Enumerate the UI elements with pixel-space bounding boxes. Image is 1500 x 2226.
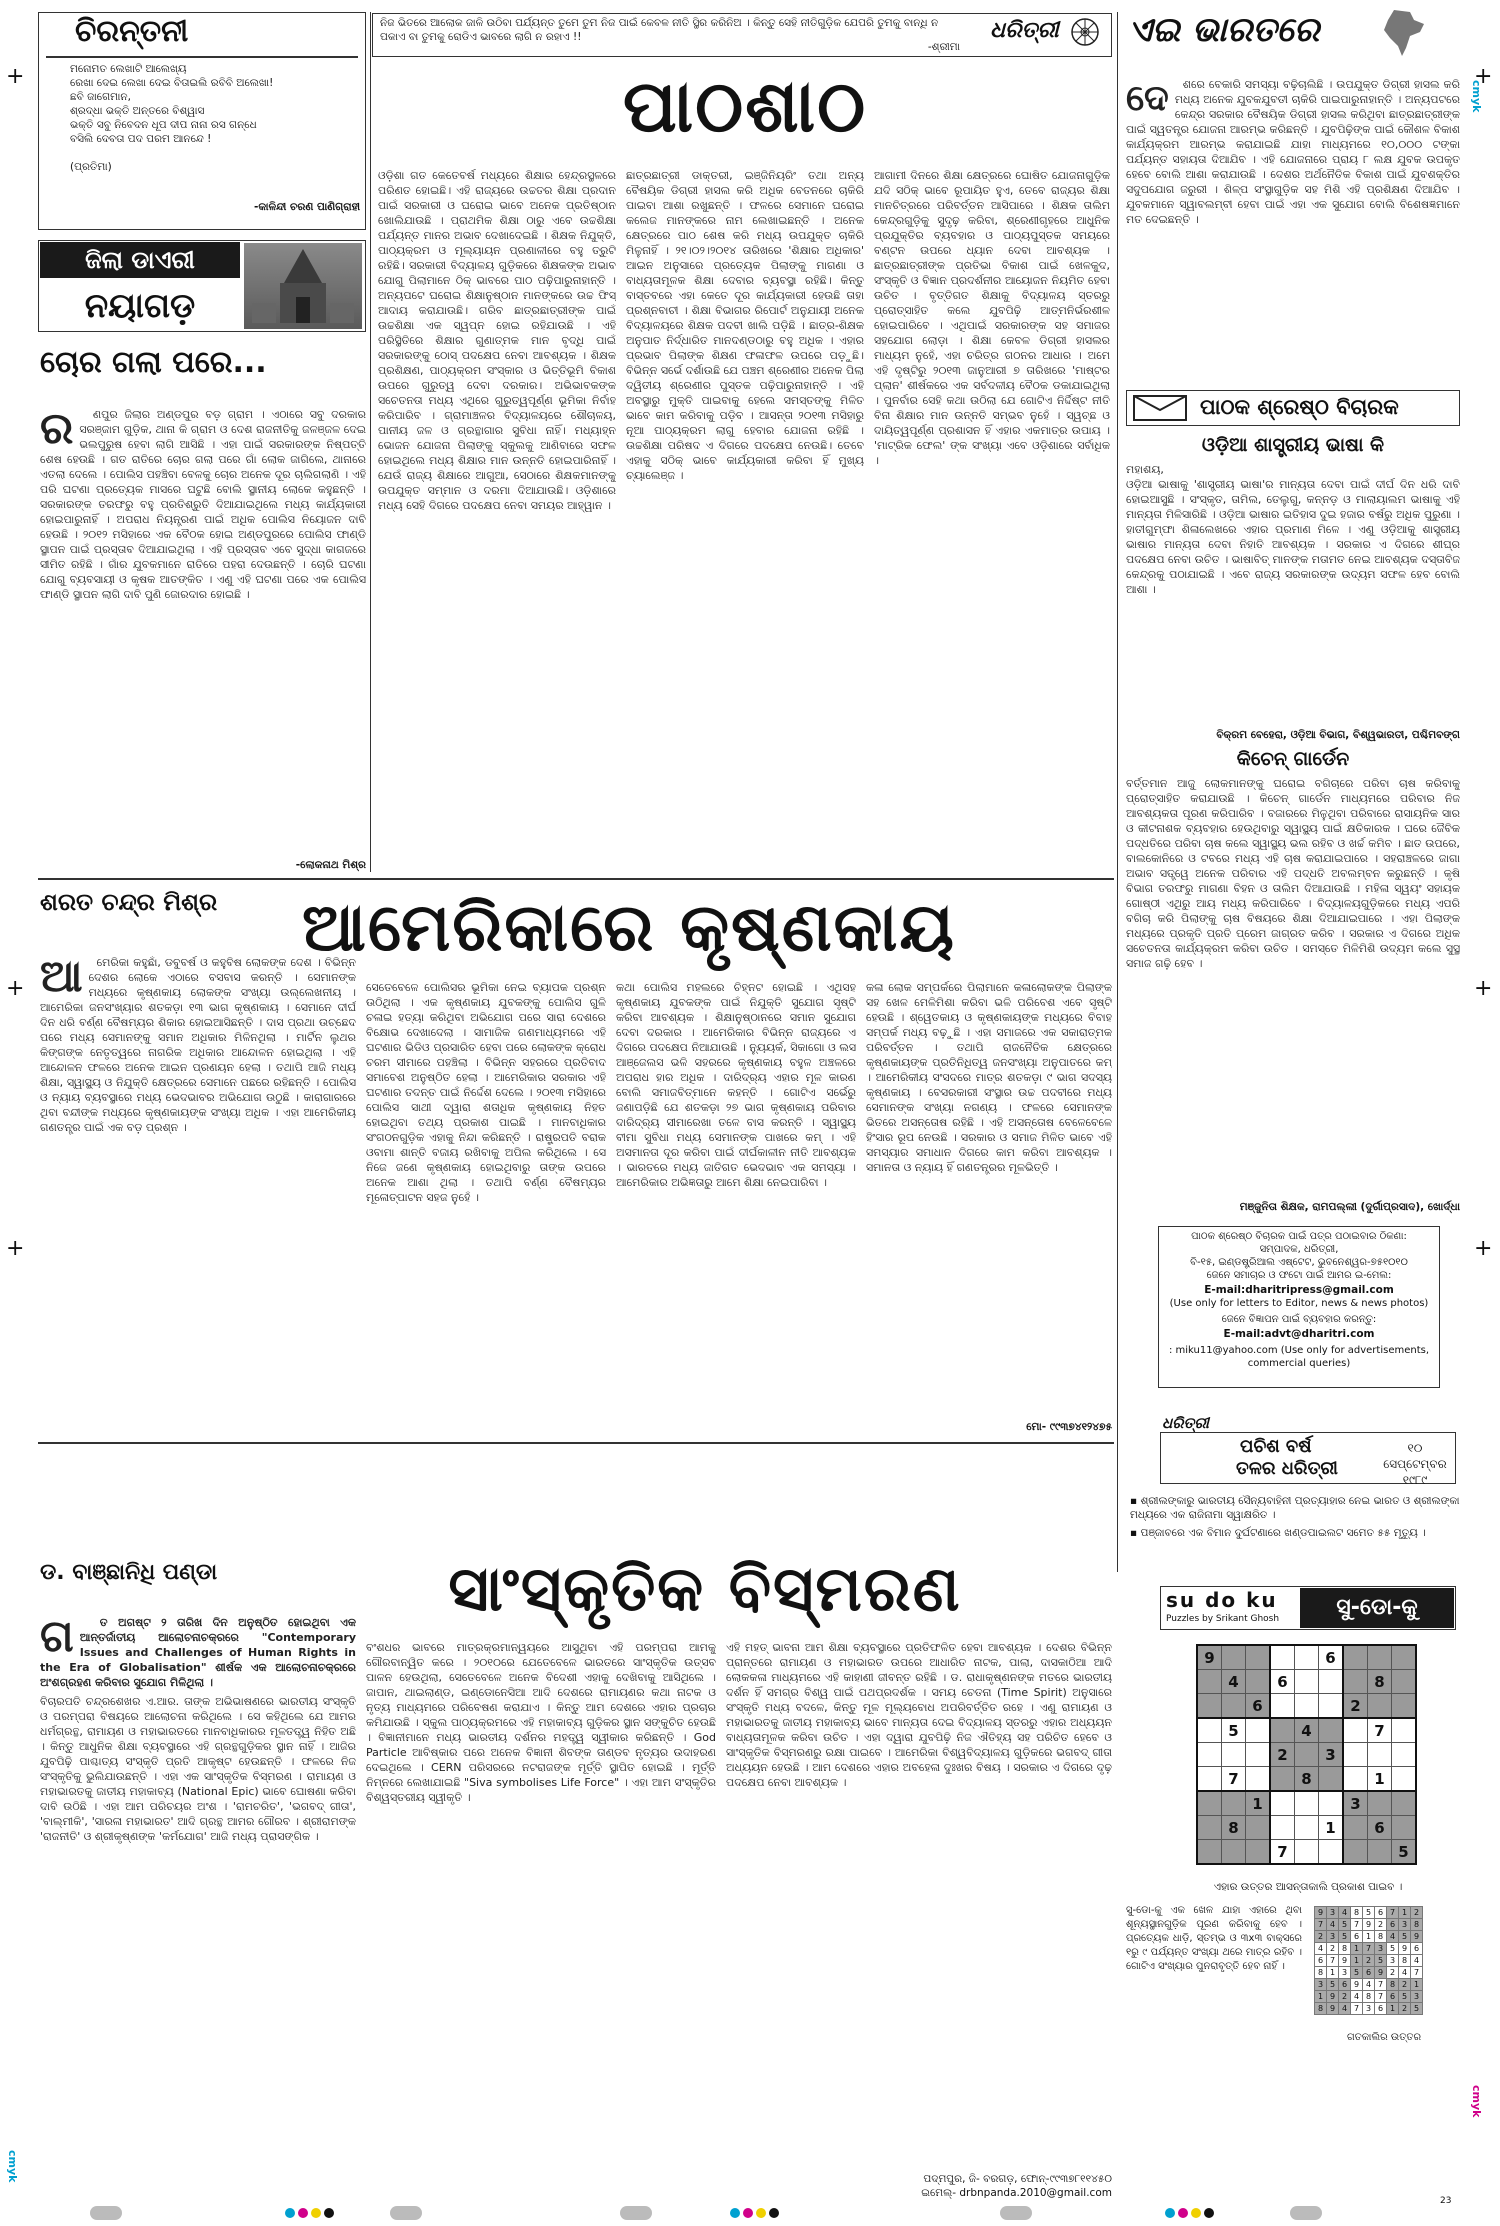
previous-sudoku-cell: 4 [1327, 1919, 1339, 1931]
sudoku-cell[interactable] [1197, 1816, 1222, 1840]
sudoku-cell: 5 [1392, 1840, 1417, 1865]
previous-sudoku-cell: 3 [1363, 2003, 1375, 2015]
pathashala-headline: ପାଠଶାଠ [622, 64, 868, 148]
sanskritik-col1: ବିଚାରପତି ଚନ୍ଦ୍ରଶେଖର ଏ.ଆର. ତାଙ୍କ ଅଭିଭାଷଣରେ ଭାରତୀୟ ସଂସ୍କୃତି ଓ ପରମ୍ପରା ବିଷୟରେ ଆଲୋଚନା କରିଥିଲେ । ସେ କହିଥିଲେ ଯେ ଆମର ଧର୍ମଗ୍ରନ୍ଥ, ରାମାୟଣ ଓ ମହାଭାରତରେ ମାନବାଧିକାରର ମୂଳତତ୍ତ୍ୱ ନିହିତ ଅଛି । କିନ୍ତୁ ଆଧୁନିକ ଶିକ୍ଷା ବ୍ୟବସ୍ଥାରେ ଏହି ଗ୍ରନ୍ଥଗୁଡ଼ିକର ସ୍ଥାନ ନାହିଁ । ଆଜିର ଯୁବପିଢ଼ି ପାଶ୍ଚାତ୍ୟ ସଂସ୍କୃତି ପ୍ରତି ଆକୃଷ୍ଟ ହେଉଛନ୍ତି । ଫଳରେ ନିଜ ସଂସ୍କୃତିକୁ ଭୁଲିଯାଉଛନ୍ତି । ଏହା ଏକ ସାଂସ୍କୃତିକ ବିସ୍ମରଣ । ରାମାୟଣ ଓ ମହାଭାରତକୁ ଜାତୀୟ ମହାକାବ୍ୟ (National Epic) ଭାବେ ଘୋଷଣା କରିବା ଦାବି ଉଠିଛି । ଏହା ଆମ ପରିଚୟର ଅଂଶ । 'ରାମଚରିତ', 'ଭଗବଦ୍ ଗୀତା', 'ବାଲ୍ମୀକି', 'ସାରଳା ମହାଭାରତ' ଆଦି ଗ୍ରନ୍ଥ ଆମର ଗୌରବ । ଶ୍ରୀରାମଙ୍କ 'ରାଜନୀତି' ଓ ଶ୍ରୀକୃଷ୍ଣଙ୍କ 'କର୍ମଯୋଗ' ଆଜି ମଧ୍ୟ ପ୍ରାସଙ୍ଗିକ । [40, 1695, 356, 1843]
sudoku-cell: 1 [1246, 1791, 1271, 1816]
sudoku-cell[interactable] [1295, 1694, 1319, 1719]
previous-sudoku-cell: 3 [1339, 1967, 1351, 1979]
sudoku-row [1197, 1743, 1416, 1767]
sudoku-row [1197, 1791, 1416, 1816]
sudoku-cell[interactable] [1319, 1694, 1344, 1719]
sudoku-cell[interactable] [1343, 1816, 1368, 1840]
sudoku-row [1315, 1991, 1423, 2003]
previous-sudoku-cell: 4 [1363, 1979, 1375, 1991]
sudoku-cell[interactable] [1319, 1767, 1344, 1792]
color-dot-c2 [730, 2208, 740, 2218]
previous-sudoku-cell: 7 [1327, 1955, 1339, 1967]
lower-horizontal-rule [38, 1442, 1114, 1444]
sudoku-cell[interactable] [1197, 1791, 1222, 1816]
letter2-author: ମଞ୍ଜୁନିତା ଶିକ୍ଷକ, ରାମପଲ୍ଲୀ (ଦୁର୍ଗାପ୍ରସାଦ), ଖୋର୍ଦ୍ଧା [1239, 1201, 1460, 1213]
previous-sudoku-cell: 9 [1363, 1919, 1375, 1931]
header-quote-text: ନିଜ ଭିତରେ ଆଲୋକ ଜାଳି ଉଠିବା ପର୍ଯ୍ୟନ୍ତ ତୁମେ ତୁମ ନିଜ ପାଇଁ କେବଳ ନୀତି ସ୍ଥିର କରିନିଅ । କିନ୍ତୁ ସେହି ନୀତିଗୁଡ଼ିକ ଯେପରି ତୁମକୁ ବାନ୍ଧି ନ ପକାଏ ବା ତୁମକୁ ରୋଡିଏ ଭାବରେ ଲାଗି ନ ରହାଏ !! [380, 17, 939, 43]
previous-sudoku-cell: 6 [1339, 1979, 1351, 1991]
previous-sudoku-cell: 7 [1375, 1991, 1387, 2003]
sudoku-cell[interactable] [1246, 1645, 1271, 1670]
previous-sudoku-cell: 7 [1315, 1919, 1327, 1931]
sudoku-cell[interactable] [1222, 1645, 1246, 1670]
sudoku-cell: 2 [1270, 1743, 1295, 1767]
sudoku-cell[interactable] [1392, 1718, 1417, 1743]
previous-sudoku-cell: 3 [1399, 1919, 1411, 1931]
sudoku-cell: 3 [1343, 1791, 1368, 1816]
right-col-divider [1117, 12, 1118, 1572]
sudoku-cell[interactable] [1246, 1767, 1271, 1792]
color-dot-y2 [756, 2208, 766, 2218]
sudoku-title: su do ku [1166, 1588, 1278, 1612]
cmyk-c3: cmyk [6, 2150, 19, 2183]
header-quote-author: -ଶ୍ରୀମା [927, 41, 960, 53]
chirantani-title: ଚିରନ୍ତନୀ [75, 14, 189, 49]
previous-sudoku-cell: 3 [1411, 1991, 1423, 2003]
punch-hole-3 [620, 2206, 652, 2220]
district-diary-headline: ଚୋର ଗଲା ପରେ... [40, 345, 267, 380]
america-col4: କଳା ଲୋକ ସମ୍ପର୍କରେ ପିଲାମାନେ କଳାଲୋକଙ୍କ ପିଲାଙ୍କ ସହ ଖେଳ ମେଳିମିଶା କରିବା ଭଳି ପରିବେଶ ଏବେ ସୃଷ୍ଟି ହେଉଛି । ଶ୍ୱେତକାୟ ଓ କୃଷ୍ଣକାୟଙ୍କ ମଧ୍ୟରେ ବିବାହ ସମ୍ପର୍କ ମଧ୍ୟ ବଢ଼ୁଛି । ଏହା ସମାଜରେ ଏକ ସକାରାତ୍ମକ ପରିବର୍ତ୍ତନ । ତଥାପି ରାଜନୈତିକ କ୍ଷେତ୍ରରେ କୃଷ୍ଣକାୟଙ୍କ ପ୍ରତିନିଧିତ୍ୱ ଜନସଂଖ୍ୟା ଅନୁପାତରେ କମ୍ । ଆମେରିକୀୟ ସଂସଦରେ ମାତ୍ର ଶତକଡ଼ା ୯ ଭାଗ ସଦସ୍ୟ କୃଷ୍ଣକାୟ । ବେସରକାରୀ ସଂସ୍ଥାର ଉଚ୍ଚ ପଦବୀରେ ମଧ୍ୟ ସେମାନଙ୍କ ସଂଖ୍ୟା ନଗଣ୍ୟ । ଫଳରେ ସେମାନଙ୍କ ଭିତରେ ଅସନ୍ତୋଷ ରହିଛି । ଏହି ଅସନ୍ତୋଷ ବେଳେବେଳେ ହିଂସାର ରୂପ ନେଉଛି । ସରକାର ଓ ସମାଜ ମିଳିତ ଭାବେ ଏହି ସମସ୍ୟାର ସମାଧାନ ଦିଗରେ କାମ କରିବା ଆବଶ୍ୟକ । ସମାନତା ଓ ନ୍ୟାୟ ହିଁ ଗଣତନ୍ତ୍ରର ମୂଳଭିତ୍ତି । [866, 981, 1112, 1174]
sudoku-grid[interactable] [1196, 1644, 1417, 1865]
previous-sudoku-cell: 1 [1363, 1931, 1375, 1943]
color-dot-y1 [311, 2208, 321, 2218]
sudoku-cell: 8 [1295, 1767, 1319, 1792]
sudoku-cell[interactable] [1270, 1767, 1295, 1792]
pathashala-col3: ଆଗାମୀ ଦିନରେ ଶିକ୍ଷା କ୍ଷେତ୍ରରେ ଘୋଷିତ ଯୋଜନାଗୁଡ଼ିକ ଯଦି ସଠିକ୍ ଭାବେ ରୂପାୟିତ ହୁଏ, ତେବେ ରାଜ୍ୟର ଶିକ୍ଷା ମାନଚିତ୍ରରେ ପରିବର୍ତ୍ତନ ଆସିପାରେ । ଶିକ୍ଷକ ତାଲିମ କେନ୍ଦ୍ରଗୁଡ଼ିକୁ ସୁଦୃଢ଼ କରିବା, ଶ୍ରେଣୀଗୃହରେ ଆଧୁନିକ ପ୍ରଯୁକ୍ତିର ବ୍ୟବହାର ଓ ପାଠ୍ୟପୁସ୍ତକ ସମୟରେ ବଣ୍ଟନ ଉପରେ ଧ୍ୟାନ ଦେବା ଆବଶ୍ୟକ । ଛାତ୍ରଛାତ୍ରୀଙ୍କ ପ୍ରତିଭା ବିକାଶ ପାଇଁ ଖେଳକୁଦ, ସଂସ୍କୃତି ଓ ବିଜ୍ଞାନ ପ୍ରଦର୍ଶନୀର ଆୟୋଜନ ନିୟମିତ ହେବା ଉଚିତ । ବୃତ୍ତିଗତ ଶିକ୍ଷାକୁ ବିଦ୍ୟାଳୟ ସ୍ତରରୁ ପ୍ରୋତ୍ସାହିତ କଲେ ଯୁବପିଢ଼ି ଆତ୍ମନିର୍ଭରଶୀଳ ହୋଇପାରିବେ । ଏଥିପାଇଁ ସରକାରଙ୍କ ସହ ସମାଜର ସହଯୋଗ ଲୋଡ଼ା । ଶିକ୍ଷା କେବଳ ଡିଗ୍ରୀ ହାସଲର ମାଧ୍ୟମ ନୁହେଁ, ଏହା ଚରିତ୍ର ଗଠନର ଆଧାର । ଅମେ ଏହି ଦୃଷ୍ଟିରୁ ୨୦୧୩ ଜାନୁଆରୀ ୭ ତାରିଖରେ 'ମାଷ୍ଟର ପ୍ଲାନ' ଶୀର୍ଷକରେ ଏକ ସର୍ବଦଳୀୟ ବୈଠକ ଡକାଯାଇଥିଲା । ପୁନର୍ବାର ସେହି କଥା ଉଠିଲା ଯେ ଗୋଟିଏ ନିର୍ଦ୍ଦିଷ୍ଟ ନୀତି ବିନା ଶିକ୍ଷାର ମାନ ଉନ୍ନତି ସମ୍ଭବ ନୁହେଁ । ସ୍ୱଚ୍ଛ ଓ ଦାୟିତ୍ୱପୂର୍ଣ୍ଣ ପ୍ରଶାସନ ହିଁ ଏହାର ଏକମାତ୍ର ଉପାୟ । 'ମାଟ୍ରିକ ଫେଲ' ଙ୍କ ସଂଖ୍ୟା ଏବେ ଓଡ଼ିଶାରେ ସର୍ବାଧିକ । [874, 169, 1110, 467]
previous-sudoku-cell: 1 [1387, 2003, 1399, 2015]
previous-sudoku-cell: 5 [1363, 1907, 1375, 1919]
sudoku-rules: ସୁ-ଡୋ-କୁ ଏକ ଖେଳ ଯାହା ଏହାରେ ଥିବା ଶୂନ୍ୟସ୍ଥାନଗୁଡ଼ିକ ପୂରଣ କରିବାକୁ ହେବ । ପ୍ରତ୍ୟେକ ଧାଡ଼ି, ସ୍ତମ୍ଭ ଓ ୩x୩ ବାକ୍ସରେ ୧ରୁ ୯ ପର୍ଯ୍ୟନ୍ତ ସଂଖ୍ୟା ଥରେ ମାତ୍ର ରହିବ । ଗୋଟିଏ ସଂଖ୍ୟାର ପୁନରାବୃତ୍ତି ହେବ ନାହିଁ । [1126, 1905, 1302, 1972]
cmyk-mark-left-bottom [6, 2150, 19, 2182]
sudoku-cell[interactable] [1319, 1670, 1344, 1694]
previous-sudoku-cell: 2 [1411, 1907, 1423, 1919]
sudoku-cell: 7 [1368, 1718, 1392, 1743]
sudoku-cell[interactable] [1343, 1718, 1368, 1743]
previous-sudoku-cell: 5 [1399, 1931, 1411, 1943]
punch-hole-1 [90, 2206, 122, 2220]
sudoku-cell: 6 [1270, 1670, 1295, 1694]
cmyk-mark-right-top [1470, 80, 1483, 112]
previous-sudoku-cell: 1 [1411, 1979, 1423, 1991]
previous-sudoku-cell: 7 [1411, 1967, 1423, 1979]
twenty-five-years-item2-text: ପଞ୍ଜାବରେ ଏକ ବିମାନ ଦୁର୍ଘଟଣାରେ ଖଣ୍ଡପାଇଲଟ ସମେତ ୫୫ ମୃତ୍ୟୁ । [1140, 1527, 1426, 1539]
sudoku-prev-label: ଗତକାଲିର ଉତ୍ତର [1346, 2032, 1422, 2043]
contact-email2: E-mail:advt@dharitri.com [1223, 1328, 1375, 1340]
previous-sudoku-cell: 8 [1375, 1931, 1387, 1943]
sudoku-cell: 7 [1222, 1767, 1246, 1792]
twenty-five-years-label2: ତଳର ଧରିତ୍ରୀ [1236, 1458, 1338, 1479]
cmyk-c2: cmyk [1470, 2085, 1483, 2118]
reader-letters-title: ପାଠକ ଶ୍ରେଷ୍ଠ ବିଚାରକ [1200, 395, 1399, 419]
previous-sudoku-cell: 6 [1387, 1991, 1399, 2003]
pathashala-col2: ଛାତ୍ରଛାତ୍ରୀ ଡାକ୍ତରୀ, ଇଞ୍ଜିନିୟରିଂ ତଥା ଅନ୍ୟ ବୈଷୟିକ ଡିଗ୍ରୀ ହାସଲ କରି ଅଧିକ ବେତନରେ ଚାକିରି ପାଇବା ଆଶା ରଖୁଛନ୍ତି । ଫଳରେ ସେମାନେ ଘରୋଇ କଲେଜ ମାନଙ୍କରେ ନାମ ଲେଖାଇଛନ୍ତି । ଅନେକ କ୍ଷେତ୍ରରେ ପାଠ ଶେଷ କରି ମଧ୍ୟ ଉପଯୁକ୍ତ ଚାକିରି ମିଳୁନାହିଁ । ୨୧।୦୨।୨୦୧୪ ତାରିଖରେ 'ଶିକ୍ଷାର ଅଧିକାର' ଆଇନ ଅନୁସାରେ ପ୍ରତ୍ୟେକ ପିଲାଙ୍କୁ ମାଗଣା ଓ ବାଧ୍ୟତାମୂଳକ ଶିକ୍ଷା ଦେବାର ବ୍ୟବସ୍ଥା ରହିଛି। କିନ୍ତୁ ବାସ୍ତବରେ ଏହା କେତେ ଦୂର କାର୍ଯ୍ୟକାରୀ ହେଉଛି ତାହା ପ୍ରଶ୍ନବାଚୀ । ଶିକ୍ଷା ବିଭାଗର ରିପୋର୍ଟ ଅନୁଯାୟୀ ଅନେକ ବିଦ୍ୟାଳୟରେ ଶିକ୍ଷକ ପଦବୀ ଖାଲି ପଡ଼ିଛି । ଛାତ୍ର-ଶିକ୍ଷକ ଅନୁପାତ ନିର୍ଦ୍ଧାରିତ ମାନଦଣ୍ଡଠାରୁ ବହୁ ଅଧିକ । ଏହାର ପ୍ରଭାବ ପିଲାଙ୍କ ଶିକ୍ଷଣ ଫଳାଫଳ ଉପରେ ପଡ଼ୁଛି। ବିଭିନ୍ନ ସର୍ଭେ ଦର୍ଶାଉଛି ଯେ ପଞ୍ଚମ ଶ୍ରେଣୀର ଅନେକ ପିଲା ଦ୍ୱିତୀୟ ଶ୍ରେଣୀର ପୁସ୍ତକ ପଢ଼ିପାରୁନାହାନ୍ତି । ଏହି ଅବସ୍ଥାରୁ ମୁକ୍ତି ପାଇବାକୁ ହେଲେ ସମସ୍ତଙ୍କୁ ମିଳିତ ଭାବେ କାମ କରିବାକୁ ପଡ଼ିବ । ଆସନ୍ତା ୨୦୧୩ ମସିହାରୁ ନୂଆ ପାଠ୍ୟକ୍ରମ ଲାଗୁ ହେବାର ଯୋଜନା ରହିଛି । ଉଚ୍ଚଶିକ୍ଷା ପରିଷଦ ଏ ଦିଗରେ ପଦକ୍ଷେପ ନେଉଛି। ତେବେ ଏହାକୁ ସଠିକ୍ ଭାବେ କାର୍ଯ୍ୟକାରୀ କରିବା ହିଁ ମୁଖ୍ୟ ଚ୍ୟାଲେଞ୍ଜ । [626, 169, 864, 482]
sudoku-row [1197, 1670, 1416, 1694]
previous-sudoku-cell: 3 [1375, 1943, 1387, 1955]
america-col3: କଥା ପୋଲିସ ମହଲରେ ଚିହ୍ନଟ ହୋଇଛି । ଏଥିସହ କୃଷ୍ଣକାୟ ଯୁବକଙ୍କ ପାଇଁ ନିଯୁକ୍ତି ସୁଯୋଗ ସୃଷ୍ଟି କରିବା ଆବଶ୍ୟକ । ଶିକ୍ଷାନୁଷ୍ଠାନରେ ସମାନ ସୁଯୋଗ ଦେବା ଦରକାର । ଆମେରିକାର ବିଭିନ୍ନ ରାଜ୍ୟରେ ଏ ଦିଗରେ ପଦକ୍ଷେପ ନିଆଯାଉଛି । ନ୍ୟୁୟର୍କ, ସିକାଗୋ ଓ ଲସ ଆଞ୍ଜେଲସ ଭଳି ସହରରେ କୃଷ୍ଣକାୟ ବହୁଳ ଅଞ୍ଚଳରେ ଅପରାଧ ହାର ଅଧିକ । ଦାରିଦ୍ର୍ୟ ଏହାର ମୂଳ କାରଣ ବୋଲି ସମାଜବିତ୍ମାନେ କହନ୍ତି । ଗୋଟିଏ ସର୍ଭେରୁ ଜଣାପଡ଼ିଛି ଯେ ଶତକଡ଼ା ୨୭ ଭାଗ କୃଷ୍ଣକାୟ ପରିବାର ଦାରିଦ୍ର୍ୟ ସୀମାରେଖା ତଳେ ବାସ କରନ୍ତି । ସ୍ୱାସ୍ଥ୍ୟ ବୀମା ସୁବିଧା ମଧ୍ୟ ସେମାନଙ୍କ ପାଖରେ କମ୍ । ଏହି ଅସମାନତା ଦୂର କରିବା ପାଇଁ ଦୀର୍ଘକାଳୀନ ନୀତି ଆବଶ୍ୟକ । ଭାରତରେ ମଧ୍ୟ ଜାତିଗତ ଭେଦଭାବ ଏକ ସମସ୍ୟା । ଆମେରିକାର ଅଭିଜ୍ଞତାରୁ ଆମେ ଶିକ୍ଷା ନେଇପାରିବା । [616, 981, 856, 1189]
sudoku-row [1315, 1943, 1423, 1955]
twenty-five-years-date: ୧୦ ସେପ୍ଟେମ୍ବର ୧୯୮୯ [1383, 1441, 1447, 1487]
previous-sudoku-cell: 4 [1387, 1931, 1399, 1943]
sudoku-cell[interactable] [1392, 1791, 1417, 1816]
sudoku-row [1315, 1955, 1423, 1967]
sudoku-cell: 8 [1368, 1670, 1392, 1694]
sudoku-cell[interactable] [1368, 1694, 1392, 1719]
masthead-logo: ଧରିତ୍ରୀ [990, 18, 1059, 43]
sudoku-cell[interactable] [1270, 1791, 1295, 1816]
sudoku-cell[interactable] [1392, 1694, 1417, 1719]
previous-sudoku-cell: 6 [1387, 1919, 1399, 1931]
sudoku-cell[interactable] [1197, 1670, 1222, 1694]
sudoku-cell: 1 [1368, 1767, 1392, 1792]
wheel-icon [1070, 17, 1100, 47]
letter1-author: ବିକ୍ରମ ବେହେରା, ଓଡ଼ିଆ ବିଭାଗ, ବିଶ୍ୱଭାରତୀ, ପଶ୍ଚିମବଙ୍ଗ [1216, 729, 1460, 741]
contact-email3: : miku11@yahoo.com (Use only for advertisements, commercial queries) [1168, 1345, 1430, 1369]
previous-sudoku-cell: 6 [1375, 2003, 1387, 2015]
sudoku-cell[interactable] [1295, 1670, 1319, 1694]
previous-sudoku-cell: 1 [1315, 1991, 1327, 2003]
sanskritik-author: ଡ. ବାଞ୍ଛାନିଧି ପଣ୍ଡା [40, 1560, 218, 1585]
sudoku-cell[interactable] [1319, 1840, 1344, 1865]
previous-sudoku-cell: 3 [1327, 1907, 1339, 1919]
punch-hole-2 [390, 2206, 422, 2220]
previous-sudoku-cell: 6 [1411, 1943, 1423, 1955]
color-dot-m1 [298, 2208, 308, 2218]
registration-mark-left-top: + [6, 64, 25, 89]
america-col1-text: ମେରିକା କହୁଛାଁ, ଡବୁବର୍ଷ ଓ କହୁବିଷ ଲୋକଙ୍କ ଦେଶ । ବିଭିନ୍ନ ଦେଶର ଲୋକେ ଏଠାରେ ବସବାସ କରନ୍ତି । ସେମାନଙ୍କ ମଧ୍ୟରେ କୃଷ୍ଣକାୟ ଲୋକଙ୍କ ସଂଖ୍ୟା ଉଲ୍ଲେଖନୀୟ । ଆମେରିକା ଜନସଂଖ୍ୟାର ଶତକଡ଼ା ୧୩ ଭାଗ କୃଷ୍ଣକାୟ । ସେମାନେ ଦୀର୍ଘ ଦିନ ଧରି ବର୍ଣ୍ଣ ବୈଷମ୍ୟର ଶିକାର ହୋଇଆସିଛନ୍ତି । ଦାସ ପ୍ରଥା ଉଚ୍ଛେଦ ପରେ ମଧ୍ୟ ସେମାନଙ୍କୁ ସମାନ ଅଧିକାର ମିଳିନଥିଲା । ମାର୍ଟିନ ଲୁଥର କିଙ୍ଗଙ୍କ ନେତୃତ୍ୱରେ ନାଗରିକ ଅଧିକାର ଆନ୍ଦୋଳନ ହୋଇଥିଲା । ଏହି ଆନ୍ଦୋଳନ ଫଳରେ ଅନେକ ଆଇନ ପ୍ରଣୟନ ହେଲା । ତଥାପି ଆଜି ମଧ୍ୟ ଶିକ୍ଷା, ସ୍ୱାସ୍ଥ୍ୟ ଓ ନିଯୁକ୍ତି କ୍ଷେତ୍ରରେ ସେମାନେ ପଛରେ ରହିଛନ୍ତି । ପୋଲିସ ଓ ନ୍ୟାୟ ବ୍ୟବସ୍ଥାରେ ମଧ୍ୟ ଭେଦଭାବର ଅଭିଯୋଗ ଉଠୁଛି । କାରାଗାରରେ ଥିବା ବନ୍ଦୀଙ୍କ ମଧ୍ୟରେ କୃଷ୍ଣକାୟଙ୍କ ସଂଖ୍ୟା ଅଧିକ । ଏହା ଆମେରିକୀୟ ଗଣତନ୍ତ୍ର ପାଇଁ ଏକ ବଡ଼ ପ୍ରଶ୍ନ । [40, 956, 356, 1134]
previous-sudoku-cell: 7 [1387, 1907, 1399, 1919]
sudoku-cell[interactable] [1392, 1767, 1417, 1792]
ei-bharatare-title: ଏଇ ଭାରତରେ [1128, 10, 1320, 50]
sanskritik-col2: ବଂଶଧର ଭାବରେ ମାତ୍ରକ୍ରମାନ୍ୱୟରେ ଆସୁଥିବା ଏହି ପରମ୍ପରା ଆମକୁ ଗୌରବାନ୍ୱିତ କରେ । ୨୦୧୦ରେ ଯେତେବେଳେ ଭାରତରେ ସାଂସ୍କୃତିକ ଉତ୍ସବ ପାଳନ ହେଉଥିଲା, ସେତେବେଳେ ଅନେକ ବିଦେଶୀ ଏହାକୁ ଦେଖିବାକୁ ଆସିଥିଲେ । ଜାପାନ, ଥାଇଲାଣ୍ଡ, ଇଣ୍ଡୋନେସିଆ ଆଦି ଦେଶରେ ରାମାୟଣର କଥା ନାଟକ ଓ ନୃତ୍ୟ ମାଧ୍ୟମରେ ପରିବେଷଣ କରାଯାଏ । କିନ୍ତୁ ଆମ ଦେଶରେ ଏହାର ପ୍ରଚାର କମିଯାଉଛି । ସ୍କୁଲ ପାଠ୍ୟକ୍ରମରେ ଏହି ମହାକାବ୍ୟ ଗୁଡ଼ିକର ସ୍ଥାନ ସଙ୍କୁଚିତ ହେଉଛି । ବିଜ୍ଞାନୀମାନେ ମଧ୍ୟ ଭାରତୀୟ ଦର୍ଶନର ମହତ୍ତ୍ୱ ସ୍ୱୀକାର କରିଛନ୍ତି । God Particle ଆବିଷ୍କାର ପରେ ଅନେକ ବିଜ୍ଞାନୀ ଶିବଙ୍କ ତାଣ୍ଡବ ନୃତ୍ୟର ଉଦାହରଣ ଦେଇଥିଲେ । CERN ପରିସରରେ ନଟରାଜଙ୍କ ମୂର୍ତ୍ତି ସ୍ଥାପିତ ହୋଇଛି । ମୂର୍ତ୍ତି ନିମ୍ନରେ ଲେଖାଯାଇଛି "Siva symbolises Life Force" । ଏହା ଆମ ସଂସ୍କୃତିର ବିଶ୍ୱସ୍ତରୀୟ ସ୍ୱୀକୃତି । [366, 1641, 716, 1804]
sudoku-cell[interactable] [1197, 1743, 1222, 1767]
previous-sudoku-cell: 5 [1411, 2003, 1423, 2015]
sudoku-cell[interactable] [1222, 1840, 1246, 1865]
previous-sudoku-cell: 3 [1315, 1979, 1327, 1991]
previous-sudoku-cell: 6 [1315, 1955, 1327, 1967]
previous-sudoku-cell: 8 [1315, 2003, 1327, 2015]
sudoku-subtitle: Puzzles by Srikant Ghosh [1166, 1614, 1280, 1624]
sudoku-row [1197, 1694, 1416, 1719]
previous-sudoku-cell: 9 [1375, 1967, 1387, 1979]
sudoku-cell[interactable] [1295, 1840, 1319, 1865]
district-diary-dropcap: ର [40, 403, 74, 454]
previous-sudoku-cell: 4 [1351, 1991, 1363, 2003]
sudoku-cell[interactable] [1392, 1743, 1417, 1767]
sudoku-cell: 4 [1222, 1670, 1246, 1694]
letter2-body: ବର୍ତ୍ତମାନ ଆଜୁ ଲୋକମାନଙ୍କୁ ଘରୋଇ ବଗିଚାରେ ପରିବା ଚାଷ କରିବାକୁ ପ୍ରୋତ୍ସାହିତ କରାଯାଉଛି । କିଚେନ୍ ଗାର୍ଡେନ ମାଧ୍ୟମରେ ପରିବାର ନିଜ ଆବଶ୍ୟକତା ପୂରଣ କରିପାରିବ । ବଜାରରେ ମିଳୁଥିବା ପରିବାରେ ରାସାୟନିକ ସାର ଓ କୀଟନାଶକ ବ୍ୟବହାର ହେଉଥିବାରୁ ସ୍ୱାସ୍ଥ୍ୟ ପାଇଁ କ୍ଷତିକାରକ । ଘରେ ଜୈବିକ ପଦ୍ଧତିରେ ପରିବା ଚାଷ କଲେ ସ୍ୱାସ୍ଥ୍ୟ ଭଲ ରହିବ ଓ ଖର୍ଚ୍ଚ କମିବ । ଛାତ ଉପରେ, ବାଲକୋନିରେ ଓ ଟବରେ ମଧ୍ୟ ଏହି ଚାଷ କରାଯାଇପାରେ । ସହରାଞ୍ଚଳରେ ଜାଗା ଅଭାବ ସତ୍ତ୍ୱେ ଅନେକ ପରିବାର ଏହି ପଦ୍ଧତି ଅବଲମ୍ବନ କରୁଛନ୍ତି । କୃଷି ବିଭାଗ ତରଫରୁ ମାଗଣା ବିହନ ଓ ତାଲିମ ଦିଆଯାଉଛି । ମହିଳା ସ୍ୱୟଂ ସହାୟକ ଗୋଷ୍ଠୀ ଏଥିରୁ ଆୟ ମଧ୍ୟ କରିପାରିବେ । ବିଦ୍ୟାଳୟଗୁଡ଼ିକରେ ମଧ୍ୟ ଏପରି ବଗିଚା କରି ପିଲାଙ୍କୁ ଚାଷ ବିଷୟରେ ଶିକ୍ଷା ଦିଆଯାଇପାରେ । ଏହା ପିଲାଙ୍କ ମଧ୍ୟରେ ପ୍ରକୃତି ପ୍ରତି ପ୍ରେମ ଜାଗ୍ରତ କରିବ । ସରକାର ଏ ଦିଗରେ ଅଧିକ ସଚେତନତା କାର୍ଯ୍ୟକ୍ରମ କରିବା ଉଚିତ । ସମସ୍ତେ ମିଳିମିଶି ଉଦ୍ୟମ କଲେ ସୁସ୍ଥ ସମାଜ ଗଢ଼ି ହେବ । [1126, 777, 1460, 970]
previous-sudoku-grid [1314, 1906, 1423, 2015]
previous-sudoku-cell: 8 [1411, 1919, 1423, 1931]
previous-sudoku-cell: 9 [1411, 1931, 1423, 1943]
registration-mark-right-low: + [1474, 1236, 1493, 1261]
sanskritik-intro-text: ତ ଅଗଷ୍ଟ ୨ ତାରିଖ ଦିନ ଅନୁଷ୍ଠିତ ହୋଇଥିବା ଏକ ଆନ୍ତର୍ଜାତୀୟ ଆଲୋଚନାଚକ୍ରରେ "Contemporary Issues and Challenges of Human Rights in the Era of Globalisation" ଶୀର୍ଷକ ଏକ ଆଲୋଚନାଚକ୍ରରେ ଅଂଶଗ୍ରହଣ କରିବାର ସୁଯୋଗ ମିଳିଥିଲା । [40, 1616, 356, 1689]
twenty-five-years-logo: ଧରିତ୍ରୀ [1162, 1414, 1209, 1432]
letter1-title: ଓଡ଼ିଆ ଶାସ୍ତ୍ରୀୟ ଭାଷା କି [1201, 434, 1385, 456]
sudoku-cell: 2 [1343, 1694, 1368, 1719]
america-headline: ଆମେରିକାରେ କୃଷ୍ଣକାୟ [302, 889, 956, 966]
chirantani-divider [46, 56, 358, 58]
color-dot-c3 [1165, 2208, 1175, 2218]
sudoku-cell: 3 [1319, 1743, 1344, 1767]
sudoku-cell[interactable] [1270, 1718, 1295, 1743]
sudoku-cell: 9 [1197, 1645, 1222, 1670]
left-col-divider [370, 12, 371, 872]
previous-sudoku-cell: 5 [1351, 1967, 1363, 1979]
previous-sudoku-cell: 9 [1351, 1979, 1363, 1991]
chirantani-poem: ମନୋମତ ଲେଖାଟି ଆଲେଖ୍ୟ ରେଖା ଦେଇ ଲେଖା ଦେଇ ବିତାଇଲି ରବିବି ଅଲେଖା! ଛବି ଜାଗେମାନ, ଶ୍ରଦ୍ଧା ଭକ୍ତି ଅନ୍ତରେ ବିଶ୍ୱାସ ଭକ୍ତି ସବୁ ନିବେଦନ ଧୂପ ଦୀପ ନାନା ରସ ଗନ୍ଧେ ବସିଲି ଦେବତା ପଦ ପରମ ଆନନ୍ଦେ ! (ପ୍ରତିମା) [70, 63, 274, 173]
sudoku-cell[interactable] [1270, 1694, 1295, 1719]
previous-sudoku-cell: 5 [1339, 1931, 1351, 1943]
sudoku-cell[interactable] [1222, 1694, 1246, 1719]
previous-sudoku-cell: 5 [1387, 1943, 1399, 1955]
previous-sudoku-cell: 9 [1339, 1955, 1351, 1967]
cmyk-mark-right-bottom [1470, 2085, 1483, 2117]
sudoku-row [1315, 1919, 1423, 1931]
color-dot-k1 [324, 2208, 334, 2218]
sudoku-cell[interactable] [1368, 1743, 1392, 1767]
previous-sudoku-cell: 3 [1327, 1931, 1339, 1943]
previous-sudoku-cell: 4 [1411, 1955, 1423, 1967]
district-diary-body [40, 392, 366, 852]
ei-bharatare-dropcap: ଦେ [1126, 78, 1169, 119]
sudoku-cell[interactable] [1295, 1645, 1319, 1670]
previous-sudoku-cell: 8 [1399, 1955, 1411, 1967]
previous-sudoku-cell: 7 [1351, 1919, 1363, 1931]
sudoku-cell[interactable] [1343, 1645, 1368, 1670]
sudoku-cell[interactable] [1270, 1645, 1295, 1670]
sudoku-cell[interactable] [1343, 1670, 1368, 1694]
registration-mark-right-top: + [1474, 64, 1493, 89]
previous-sudoku-cell: 5 [1339, 1919, 1351, 1931]
twenty-five-years-item1: ▪ ଶ୍ରୀଲଙ୍କାରୁ ଭାରତୀୟ ସୈନ୍ୟବାହିନୀ ପ୍ରତ୍ୟାହାର ନେଇ ଭାରତ ଓ ଶ୍ରୀଲଙ୍କା ମଧ୍ୟରେ ଏକ ରାଜିନାମା ସ୍ୱାକ୍ଷରିତ । [1130, 1495, 1460, 1521]
sudoku-cell[interactable] [1246, 1718, 1271, 1743]
sudoku-row [1197, 1767, 1416, 1792]
previous-sudoku-cell: 8 [1387, 1979, 1399, 1991]
previous-sudoku-cell: 3 [1387, 1955, 1399, 1967]
previous-sudoku-cell: 1 [1327, 1967, 1339, 1979]
registration-mark-left-mid: + [6, 976, 25, 1001]
previous-sudoku-cell: 4 [1315, 1943, 1327, 1955]
previous-sudoku-cell: 9 [1327, 1991, 1339, 2003]
sudoku-cell[interactable] [1197, 1767, 1222, 1792]
previous-sudoku-cell: 2 [1339, 1991, 1351, 2003]
district-diary-text: ଣପୁର ଜିଲାର ଅଣ୍ଡପୁର ବଡ଼ ଗ୍ରାମ । ଏଠାରେ ସବୁ ଦରକାର ସରଞ୍ଜାମ ଗୁଡ଼ିକ, ଥାନା କି ଗ୍ରାମ ଓ ଦେଶ ରାଜନୀତିକୁ ଜଳଞ୍ଜଳ ଦେଇ ଭଲପୁରୁଷ ହେବା ଲାଗି ଆସିଛି । ଏହା ପାଇଁ ସରକାରଙ୍କ ନିଷ୍ପତ୍ତି ଶେଷ ହେଉଛି । ଗତ ରାତିରେ ଚୋର ଗଲା ପରେ ଗାଁ ଲୋକ ଜାଗିଲେ, ଥାନାରେ ଏତଲା ଦେଲେ । ପୋଲିସ ପହଞ୍ଚିବା ବେଳକୁ ଚୋର ଅନେକ ଦୂର ଚାଲିଗଲାଣି । ଏହି ପରି ଘଟଣା ପ୍ରତ୍ୟେକ ମାସରେ ଘଟୁଛି ବୋଲି ସ୍ଥାନୀୟ ଲୋକେ କହୁଛନ୍ତି । ସରକାରଙ୍କ ତରଫରୁ ବହୁ ପ୍ରତିଶ୍ରୁତି ଦିଆଯାଇଥିଲେ ମଧ୍ୟ କାର୍ଯ୍ୟକାରୀ ହୋଇପାରୁନାହିଁ । ଅପରାଧ ନିୟନ୍ତ୍ରଣ ପାଇଁ ଅଧିକ ପୋଲିସ ନିୟୋଜନ ଦାବି ହେଉଛି । ୨୦୧୨ ମସିହାରେ ଏକ ବୈଠକ ହୋଇ ଅଣ୍ଡପୁରରେ ପୋଲିସ ଫାଣ୍ଡି ସ୍ଥାପନ ପାଇଁ ପ୍ରସ୍ତାବ ଦିଆଯାଇଥିଲା । ଏହି ପ୍ରସ୍ତାବ ଏବେ ସୁଦ୍ଧା କାଗଜରେ ସୀମିତ ରହିଛି । ଗାଁର ଯୁବକମାନେ ରାତିରେ ପହରା ଦେଉଛନ୍ତି । ଚୋରି ଘଟଣା ଯୋଗୁ ବ୍ୟବସାୟୀ ଓ କୃଷକ ଆତଙ୍କିତ । ଏଣୁ ଏହି ଘଟଣା ପରେ ଏକ ପୋଲିସ ଫାଣ୍ଡି ସ୍ଥାପନ ଲାଗି ଦାବି ପୁଣି ଜୋରଦାର ହୋଇଛି । [40, 408, 366, 601]
previous-sudoku-cell: 6 [1375, 1907, 1387, 1919]
previous-sudoku-cell: 8 [1339, 1943, 1351, 1955]
pathashala-col1: ଓଡ଼ିଶା ଗତ କେତେବର୍ଷ ମଧ୍ୟରେ ଶିକ୍ଷାର ହେନ୍ଦ୍ରସ୍ଥଳରେ ପରିଣତ ହୋଇଛି। ଏହି ରାଜ୍ୟରେ ଉଚ୍ଚତର ଶିକ୍ଷା ପ୍ରଦାନ ପାଇଁ ସରକାରୀ ଓ ଘରୋଇ ଭାବେ ଅନେକ ପ୍ରତିଷ୍ଠାନ ଖୋଲିଯାଉଛି । ପ୍ରାଥମିକ ଶିକ୍ଷା ଠାରୁ ଏବେ ଉଚ୍ଚଶିକ୍ଷା ପର୍ଯ୍ୟନ୍ତ ମାନର ଅଭାବ ଦେଖାଦେଇଛି । ଶିକ୍ଷକ ନିଯୁକ୍ତି, ପାଠ୍ୟକ୍ରମ ଓ ମୂଲ୍ୟାୟନ ପ୍ରଣାଳୀରେ ବହୁ ତ୍ରୁଟି ରହିଛି। ସରକାରୀ ବିଦ୍ୟାଳୟ ଗୁଡ଼ିକରେ ଶିକ୍ଷକଙ୍କ ଅଭାବ ଯୋଗୁ ପିଲାମାନେ ଠିକ୍ ଭାବରେ ପାଠ ପଢ଼ିପାରୁନାହାନ୍ତି । ଅନ୍ୟପଟେ ଘରୋଇ ଶିକ୍ଷାନୁଷ୍ଠାନ ମାନଙ୍କରେ ଉଚ୍ଚ ଫିସ୍ ଆଦାୟ କରାଯାଉଛି। ଗରିବ ଛାତ୍ରଛାତ୍ରୀଙ୍କ ପାଇଁ ଉଚ୍ଚଶିକ୍ଷା ଏକ ସ୍ୱପ୍ନ ହୋଇ ରହିଯାଉଛି । ଏହି ପରିସ୍ଥିତିରେ ଶିକ୍ଷାର ଗୁଣାତ୍ମକ ମାନ ବୃଦ୍ଧି ପାଇଁ ସରକାରଙ୍କୁ ଠୋସ୍ ପଦକ୍ଷେପ ନେବା ଆବଶ୍ୟକ । ଶିକ୍ଷକ ପ୍ରଶିକ୍ଷଣ, ପାଠ୍ୟକ୍ରମ ସଂସ୍କାର ଓ ଭିତ୍ତିଭୂମି ବିକାଶ ଉପରେ ଗୁରୁତ୍ୱ ଦେବା ଦରକାର। ଅଭିଭାବକଙ୍କ ସଚେତନତା ମଧ୍ୟ ଏଥିରେ ଗୁରୁତ୍ୱପୂର୍ଣ୍ଣ ଭୂମିକା ନିର୍ବାହ କରିପାରିବ । ଗ୍ରାମାଞ୍ଚଳର ବିଦ୍ୟାଳୟରେ ଶୌଚାଳୟ, ପାନୀୟ ଜଳ ଓ ଗ୍ରନ୍ଥାଗାର ସୁବିଧା ନାହିଁ। ମଧ୍ୟାହ୍ନ ଭୋଜନ ଯୋଜନା ପିଲାଙ୍କୁ ସ୍କୁଲକୁ ଆଣିବାରେ ସଫଳ ହୋଇଥିଲେ ମଧ୍ୟ ଶିକ୍ଷାର ମାନ ଉନ୍ନତି ହୋଇପାରିନାହିଁ । ଯେଉଁ ରାଜ୍ୟ ଶିକ୍ଷାରେ ଆଗୁଆ, ସେଠାରେ ଶିକ୍ଷକମାନଙ୍କୁ ଉପଯୁକ୍ତ ସମ୍ମାନ ଓ ଦରମା ଦିଆଯାଉଛି। ଓଡ଼ିଶାରେ ମଧ୍ୟ ସେହି ଦିଗରେ ପଦକ୍ଷେପ ନେବା ସମୟର ଆହ୍ୱାନ । [378, 169, 616, 512]
sudoku-cell[interactable] [1319, 1718, 1344, 1743]
letter2-title: କିଚେନ୍ ଗାର୍ଡେନ [1236, 748, 1350, 770]
sudoku-cell[interactable] [1392, 1645, 1417, 1670]
previous-sudoku-cell: 7 [1375, 1979, 1387, 1991]
previous-sudoku-cell: 2 [1363, 1955, 1375, 1967]
sanskritik-headline: ସାଂସ୍କୃତିକ ବିସ୍ମରଣ [448, 1552, 962, 1625]
sudoku-cell[interactable] [1295, 1791, 1319, 1816]
sudoku-cell: 6 [1368, 1816, 1392, 1840]
previous-sudoku-cell: 5 [1399, 1991, 1411, 2003]
sudoku-cell[interactable] [1392, 1816, 1417, 1840]
registration-mark-left-low: + [6, 1236, 25, 1261]
previous-sudoku-cell: 2 [1387, 1967, 1399, 1979]
cmyk-c: cmyk [1470, 80, 1483, 113]
america-dropcap: ଆ [40, 951, 83, 1002]
sudoku-row [1197, 1718, 1416, 1743]
contact-email1-note: (Use only for letters to Editor, news & news photos) [1169, 1298, 1429, 1309]
punch-hole-4 [1000, 2206, 1032, 2220]
color-dot-k3 [1204, 2208, 1214, 2218]
envelope-icon [1132, 394, 1188, 422]
sudoku-row [1315, 1979, 1423, 1991]
previous-sudoku-cell: 1 [1399, 1907, 1411, 1919]
sudoku-row [1197, 1645, 1416, 1670]
sudoku-cell: 4 [1295, 1718, 1319, 1743]
sudoku-cell[interactable] [1246, 1816, 1271, 1840]
twenty-five-years-label1: ପଚିଶ ବର୍ଷ [1240, 1436, 1312, 1457]
sudoku-cell[interactable] [1246, 1840, 1271, 1865]
previous-sudoku-cell: 1 [1351, 1955, 1363, 1967]
sanskritik-dropcap: ଗ [40, 1611, 74, 1662]
sudoku-row [1315, 1967, 1423, 1979]
punch-hole-5 [1290, 2206, 1322, 2220]
sudoku-cell[interactable] [1222, 1791, 1246, 1816]
sudoku-cell[interactable] [1368, 1645, 1392, 1670]
previous-sudoku-cell: 9 [1315, 1907, 1327, 1919]
sudoku-cell: 5 [1222, 1718, 1246, 1743]
color-dot-m2 [743, 2208, 753, 2218]
previous-sudoku-cell: 4 [1339, 1907, 1351, 1919]
previous-sudoku-cell: 8 [1351, 1907, 1363, 1919]
sanskritik-col1-intro [40, 1600, 356, 1690]
previous-sudoku-cell: 2 [1315, 1931, 1327, 1943]
sudoku-cell: 6 [1246, 1694, 1271, 1719]
temple-photo [244, 243, 362, 329]
sudoku-row [1315, 2003, 1423, 2015]
previous-sudoku-cell: 7 [1363, 1943, 1375, 1955]
color-dot-k2 [769, 2208, 779, 2218]
sudoku-cell[interactable] [1368, 1791, 1392, 1816]
sudoku-cell: 1 [1319, 1816, 1344, 1840]
contact-ad-label: ଜେନେ ବିଜ୍ଞାପନ ପାଇଁ ବ୍ୟବହାର କରନ୍ତୁ: [1221, 1314, 1377, 1325]
america-col2: ସେତେବେଳେ ପୋଲିସର ଭୂମିକା ନେଇ ବ୍ୟାପକ ପ୍ରଶ୍ନ ଉଠିଥିଲା । ଏକ କୃଷ୍ଣକାୟ ଯୁବକଙ୍କୁ ପୋଲିସ ଗୁଳି ଚଳାଇ ହତ୍ୟା କରିଥିବା ଅଭିଯୋଗ ପରେ ସାରା ଦେଶରେ ବିକ୍ଷୋଭ ଦେଖାଦେଲା । ସାମାଜିକ ଗଣମାଧ୍ୟମରେ ଏହି ଘଟଣାର ଭିଡିଓ ପ୍ରସାରିତ ହେବା ପରେ ଲୋକଙ୍କ କ୍ରୋଧ ଚରମ ସୀମାରେ ପହଞ୍ଚିଲା । ବିଭିନ୍ନ ସହରରେ ପ୍ରତିବାଦ ସମାବେଶ ଅନୁଷ୍ଠିତ ହେଲା । ଆମେରିକାର ସରକାର ଏହି ଘଟଣାର ତଦନ୍ତ ପାଇଁ ନିର୍ଦ୍ଦେଶ ଦେଲେ । ୨୦୧୩ ମସିହାରେ ପୋଲିସ ସାଥୀ ଦ୍ୱାରା ଶତାଧିକ କୃଷ୍ଣକାୟ ନିହତ ହୋଇଥିବା ତଥ୍ୟ ପ୍ରକାଶ ପାଇଛି । ମାନବାଧିକାର ସଂଗଠନଗୁଡ଼ିକ ଏହାକୁ ନିନ୍ଦା କରିଛନ୍ତି । ରାଷ୍ଟ୍ରପତି ବରାକ ଓବାମା ଶାନ୍ତି ବଜାୟ ରଖିବାକୁ ଅପିଲ କରିଥିଲେ । ସେ ନିଜେ ଜଣେ କୃଷ୍ଣକାୟ ହୋଇଥିବାରୁ ତାଙ୍କ ଉପରେ ଅନେକ ଆଶା ଥିଲା । ତଥାପି ବର୍ଣ୍ଣ ବୈଷମ୍ୟର ମୂଳୋତ୍ପାଟନ ସହଜ ନୁହେଁ । [366, 981, 606, 1204]
previous-sudoku-cell: 4 [1399, 1967, 1411, 1979]
sudoku-cell[interactable] [1197, 1840, 1222, 1865]
contact-email1: E-mail:dharitripress@gmail.com [1204, 1284, 1394, 1296]
previous-sudoku-cell: 9 [1399, 1943, 1411, 1955]
sudoku-cell: 6 [1319, 1645, 1344, 1670]
sanskritik-contact: ପଦ୍ମପୁର, ଜି- ବରଗଡ଼, ଫୋନ୍-୯୯୩୭୮୧୧୪୫୦ ଇମେଲ୍- drbnpanda.2010@gmail.com [921, 2173, 1112, 2199]
sudoku-cell[interactable] [1392, 1670, 1417, 1694]
sudoku-cell[interactable] [1343, 1743, 1368, 1767]
sudoku-cell[interactable] [1368, 1840, 1392, 1865]
sudoku-row [1315, 1907, 1423, 1919]
america-author: ଶରତ ଚନ୍ଦ୍ର ମିଶ୍ର [40, 888, 218, 916]
letter1-body: ମହାଶୟ, ଓଡ଼ିଆ ଭାଷାକୁ 'ଶାସ୍ତ୍ରୀୟ ଭାଷା'ର ମାନ୍ୟତା ଦେବା ପାଇଁ ଦୀର୍ଘ ଦିନ ଧରି ଦାବି ହୋଇଆସୁଛି । ସଂସ୍କୃତ, ତାମିଲ, ତେଲୁଗୁ, କନ୍ନଡ଼ ଓ ମାଲାୟାଲମ ଭାଷାକୁ ଏହି ମାନ୍ୟତା ମିଳିସାରିଛି । ଓଡ଼ିଆ ଭାଷାର ଇତିହାସ ଦୁଇ ହଜାର ବର୍ଷରୁ ଅଧିକ ପୁରୁଣା । ହାତୀଗୁମ୍ଫା ଶିଳାଲେଖରେ ଏହାର ପ୍ରମାଣ ମିଳେ । ଏଣୁ ଓଡ଼ିଆକୁ ଶାସ୍ତ୍ରୀୟ ଭାଷାର ମାନ୍ୟତା ଦେବା ନିହାତି ଆବଶ୍ୟକ । ସରକାର ଏ ଦିଗରେ ଶୀଘ୍ର ପଦକ୍ଷେପ ନେବା ଉଚିତ । ଭାଷାବିତ୍ ମାନଙ୍କ ମତାମତ ନେଇ ଆବଶ୍ୟକ ଦସ୍ତାବିଜ କେନ୍ଦ୍ରକୁ ପଠାଯାଇଛି । ଏବେ ରାଜ୍ୟ ସରକାରଙ୍କ ଉଦ୍ୟମ ସଫଳ ହେବ ବୋଲି ଆଶା । [1126, 463, 1460, 596]
color-dot-y3 [1191, 2208, 1201, 2218]
sudoku-cell[interactable] [1270, 1816, 1295, 1840]
america-col1 [40, 940, 356, 1435]
sudoku-cell[interactable] [1246, 1670, 1271, 1694]
sudoku-cell[interactable] [1343, 1840, 1368, 1865]
twenty-five-years-item1-text: ଶ୍ରୀଲଙ୍କାରୁ ଭାରତୀୟ ସୈନ୍ୟବାହିନୀ ପ୍ରତ୍ୟାହାର ନେଇ ଭାରତ ଓ ଶ୍ରୀଲଙ୍କା ମଧ୍ୟରେ ଏକ ରାଜିନାମା ସ୍ୱାକ୍ଷରିତ । [1130, 1495, 1460, 1521]
sudoku-cell[interactable] [1222, 1743, 1246, 1767]
sudoku-cell: 8 [1222, 1816, 1246, 1840]
sudoku-answer-note: ଏହାର ଉତ୍ତର ଆସନ୍ତାକାଲି ପ୍ରକାଶ ପାଇବ । [1213, 1881, 1403, 1893]
previous-sudoku-cell: 1 [1351, 1943, 1363, 1955]
sudoku-cell[interactable] [1246, 1743, 1271, 1767]
previous-sudoku-cell: 2 [1375, 1919, 1387, 1931]
sudoku-cell[interactable] [1197, 1694, 1222, 1719]
twenty-five-years-item2: ▪ ପଞ୍ଜାବରେ ଏକ ବିମାନ ଦୁର୍ଘଟଣାରେ ଖଣ୍ଡପାଇଲଟ ସମେତ ୫୫ ମୃତ୍ୟୁ । [1130, 1527, 1426, 1539]
page-number: 23 [1440, 2196, 1452, 2206]
previous-sudoku-cell: 4 [1339, 2003, 1351, 2015]
contact-text: ପାଠକ ଶ୍ରେଷ୍ଠ ବିଚାରକ ପାଇଁ ପତ୍ର ପଠାଇବାର ଠିକଣା: ସମ୍ପାଦକ, ଧରିତ୍ରୀ, ବି-୧୫, ଇଣ୍ଡଷ୍ଟ୍ରିଆଲ ଏଷ୍ଟେଟ, ଭୁବନେଶ୍ୱର-୭୫୧୦୧୦ ଜେନେ ସମାଚାର ଓ ଫଟୋ ପାଇଁ ଆମର ଇ-ମେଲ: [1190, 1231, 1408, 1281]
sudoku-odia-title: ସୁ-ଡୋ-କୁ [1300, 1588, 1454, 1628]
ei-bharatare-text: ଶରେ ବେକାରି ସମସ୍ୟା ବଢ଼ିଚାଲିଛି । ଉପଯୁକ୍ତ ଡିଗ୍ରୀ ହାସଲ କରି ମଧ୍ୟ ଅନେକ ଯୁବକଯୁବତୀ ଚାକିରି ପାଇପାରୁନାହାନ୍ତି । ଅନ୍ୟପଟରେ କେନ୍ଦ୍ର ସରକାର ବୈଷୟିକ ଡିଗ୍ରୀ ହାସଲ କରିଥିବା ଛାତ୍ରଛାତ୍ରୀଙ୍କ ପାଇଁ ସ୍ୱତନ୍ତ୍ର ଯୋଜନା ଆରମ୍ଭ କରିଛନ୍ତି । ଯୁବପିଢ଼ିଙ୍କ ପାଇଁ କୌଶଳ ବିକାଶ କାର୍ଯ୍ୟକ୍ରମ ଆରମ୍ଭ କରାଯାଇଛି ଯାହା ମାଧ୍ୟମରେ ୧୦,୦୦୦ ଟଙ୍କା ପର୍ଯ୍ୟନ୍ତ ସହାୟତା ଦିଆଯିବ । ଏହି ଯୋଜନାରେ ପ୍ରାୟ ୮ ଲକ୍ଷ ଯୁବକ ଉପକୃତ ହେବେ ବୋଲି ଆଶା କରାଯାଉଛି । ଦେଶର ଅର୍ଥନୈତିକ ବିକାଶ ପାଇଁ ଯୁବଶକ୍ତିର ସଦୁପଯୋଗ ଜରୁରୀ । ଶିଳ୍ପ ସଂସ୍ଥାଗୁଡ଼ିକ ସହ ମିଶି ଏହି ପ୍ରଶିକ୍ଷଣ ଦିଆଯିବ । ଯୁବକମାନେ ସ୍ୱାବଲମ୍ବୀ ହେବା ପାଇଁ ଏହା ଏକ ସୁଯୋଗ ବୋଲି ବିଶେଷଜ୍ଞମାନେ ମତ ଦେଇଛନ୍ତି । [1126, 78, 1460, 226]
previous-sudoku-cell: 9 [1327, 2003, 1339, 2015]
sudoku-cell[interactable] [1343, 1767, 1368, 1792]
chirantani-author: -କାଳିନ୍ଦୀ ଚରଣ ପାଣିଗ୍ରାହୀ [254, 201, 360, 213]
previous-sudoku-cell: 2 [1399, 2003, 1411, 2015]
district-diary-name: ନୟାଗଡ଼ [84, 286, 196, 326]
registration-mark-right-mid: + [1474, 976, 1493, 1001]
district-diary-author: -ଲୋକନାଥ ମିଶ୍ର [295, 859, 366, 871]
sudoku-row [1315, 1931, 1423, 1943]
previous-sudoku-cell: 8 [1315, 1967, 1327, 1979]
previous-sudoku-cell: 2 [1399, 1979, 1411, 1991]
sudoku-cell[interactable] [1295, 1743, 1319, 1767]
india-map-icon [1380, 8, 1428, 58]
previous-sudoku-cell: 5 [1327, 1979, 1339, 1991]
sudoku-row [1197, 1840, 1416, 1865]
previous-sudoku-cell: 6 [1351, 1931, 1363, 1943]
sudoku-cell[interactable] [1197, 1718, 1222, 1743]
sudoku-cell[interactable] [1319, 1791, 1344, 1816]
district-diary-label: ଜିଲା ଡାଏରୀ [40, 242, 240, 278]
sudoku-cell: 7 [1270, 1840, 1295, 1865]
sudoku-row [1197, 1816, 1416, 1840]
previous-sudoku-cell: 7 [1351, 2003, 1363, 2015]
color-dot-c1 [285, 2208, 295, 2218]
america-contact: ମୋ- ୯୯୩୭୪୧୨୪୭୫ [1026, 1421, 1112, 1433]
previous-sudoku-cell: 5 [1375, 1955, 1387, 1967]
previous-sudoku-cell: 2 [1327, 1943, 1339, 1955]
previous-sudoku-cell: 8 [1363, 1991, 1375, 2003]
sudoku-cell[interactable] [1295, 1816, 1319, 1840]
color-dot-m3 [1178, 2208, 1188, 2218]
sanskritik-col3: ଏହି ମହତ୍ ଭାବନା ଆମ ଶିକ୍ଷା ବ୍ୟବସ୍ଥାରେ ପ୍ରତିଫଳିତ ହେବା ଆବଶ୍ୟକ । ଦେଶର ବିଭିନ୍ନ ପ୍ରାନ୍ତରେ ରାମାୟଣ ଓ ମହାଭାରତ ଉପରେ ଆଧାରିତ ନାଟକ, ପାଲା, ଦାସକାଠିଆ ଆଦି ଲୋକକଳା ମାଧ୍ୟମରେ ଏହି କାହାଣୀ ଜୀବନ୍ତ ରହିଛି । ଡ. ରାଧାକୃଷ୍ଣନଙ୍କ ମତରେ ଭାରତୀୟ ଦର୍ଶନ ହିଁ ସମଗ୍ର ବିଶ୍ୱ ପାଇଁ ପଥପ୍ରଦର୍ଶକ । ସମୟ ଚେତନା (Time Spirit) ଅନୁସାରେ ସଂସ୍କୃତି ମଧ୍ୟ ବଦଳେ, କିନ୍ତୁ ମୂଳ ମୂଲ୍ୟବୋଧ ଅପରିବର୍ତ୍ତିତ ରହେ । ଏଣୁ ରାମାୟଣ ଓ ମହାଭାରତକୁ ଜାତୀୟ ମହାକାବ୍ୟ ଭାବେ ମାନ୍ୟତା ଦେଇ ବିଦ୍ୟାଳୟ ସ୍ତରରୁ ଏହାର ଅଧ୍ୟୟନ ବାଧ୍ୟତାମୂଳକ କରିବା ଉଚିତ । ଏହା ଦ୍ୱାରା ଯୁବପିଢ଼ି ନିଜ ଐତିହ୍ୟ ସହ ପରିଚିତ ହେବେ ଓ ସାଂସ୍କୃତିକ ବିସ୍ମରଣରୁ ରକ୍ଷା ପାଇବେ । ଆମେରିକା ବିଶ୍ୱବିଦ୍ୟାଳୟ ଗୁଡ଼ିକରେ ଭଗବଦ୍ ଗୀତା ଅଧ୍ୟୟନ ହେଉଛି । ଆମ ଦେଶରେ ଏହାର ଅବହେଳା ଦୁଃଖର ବିଷୟ । ସରକାର ଏ ଦିଗରେ ଦୃଢ଼ ପଦକ୍ଷେପ ନେବା ଆବଶ୍ୟକ । [726, 1641, 1112, 1789]
previous-sudoku-cell: 6 [1363, 1967, 1375, 1979]
